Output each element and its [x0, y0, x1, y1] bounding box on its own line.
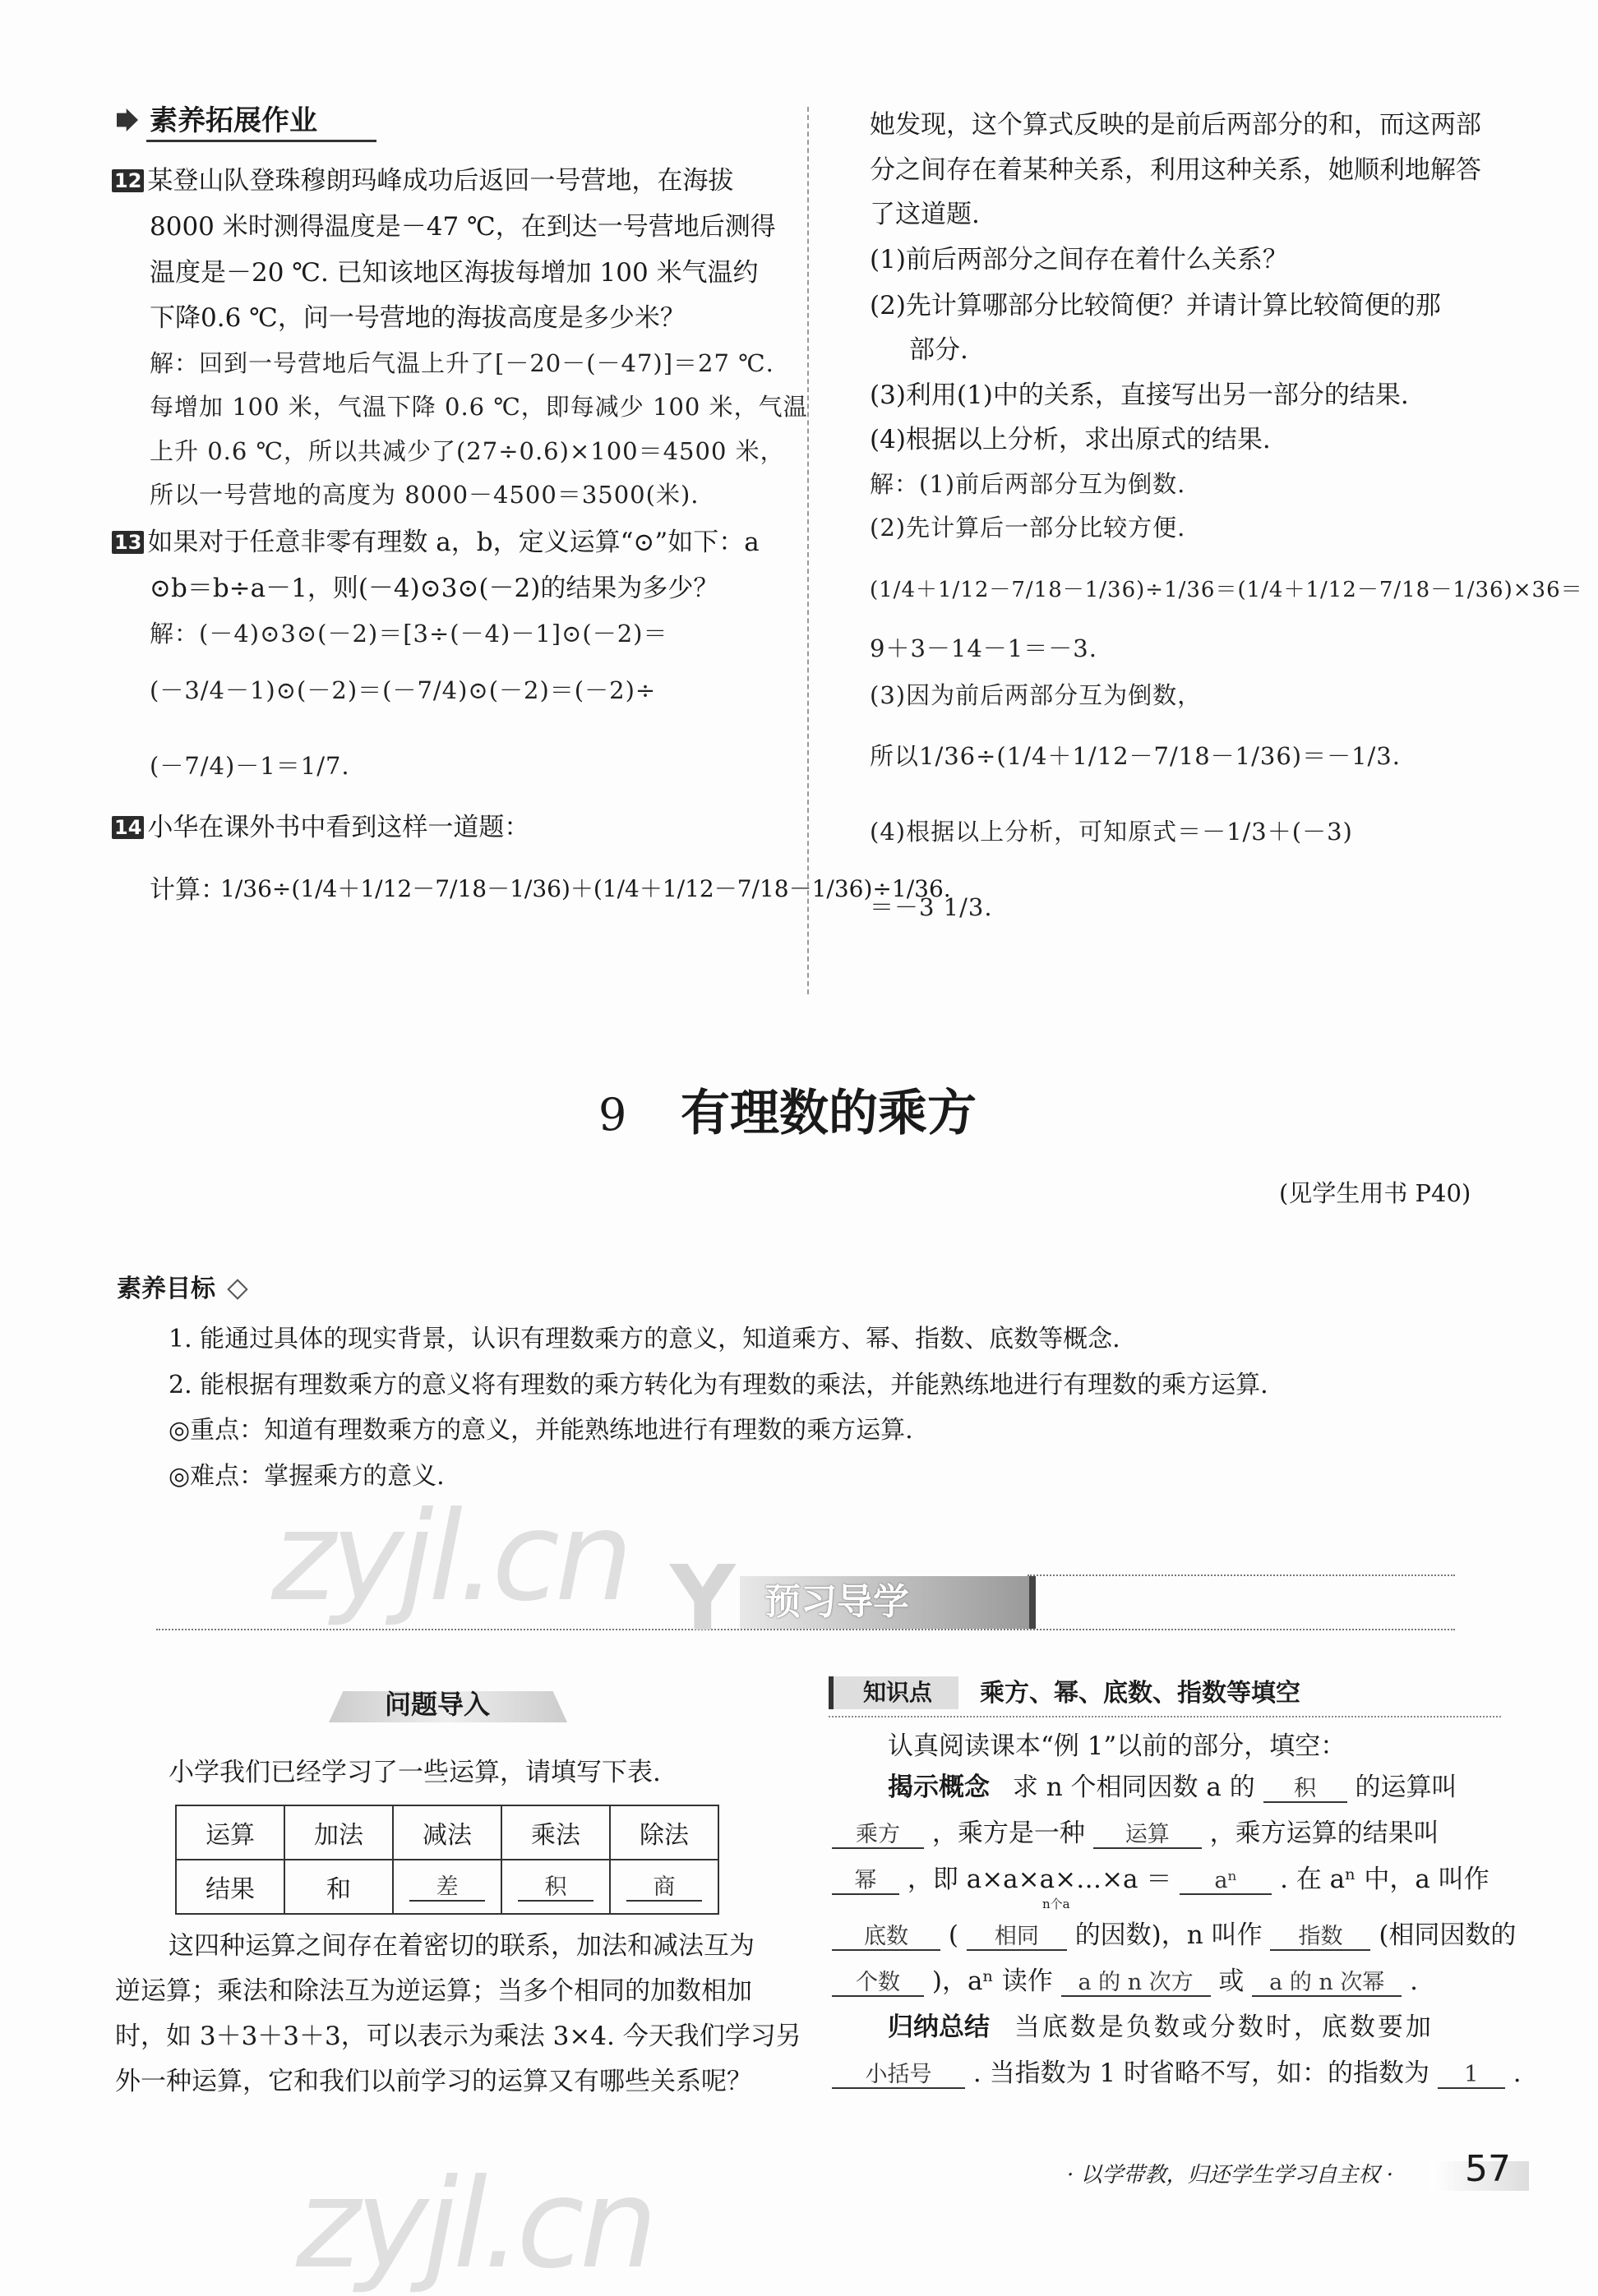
summary-text: . 当指数为 1 时省略不写，如：的指数为: [972, 2059, 1429, 2088]
answer-blank: 差: [409, 1874, 485, 1902]
diamond-icon: [228, 1279, 248, 1299]
intro-paragraph: 外一种运算，它和我们以前学习的运算又有哪些关系呢？: [115, 2067, 752, 2096]
answer-blank: 幂: [832, 1868, 899, 1895]
table-cell: [393, 1860, 501, 1914]
concept-text: ，即 a×a×a×…×a ＝: [907, 1865, 1172, 1894]
answer-blank: 1: [1438, 2062, 1505, 2089]
q13-line: ⊙b＝b÷a－1，则(－4)⊙3⊙(－2)的结果为多少？: [150, 574, 719, 603]
concept-text: 或: [1218, 1966, 1245, 1996]
table-cell: 结果: [176, 1860, 284, 1914]
q12-answer: 所以一号营地的高度为 8000－4500＝3500(米).: [150, 481, 700, 509]
intro-paragraph: 逆运算；乘法和除法互为逆运算；当多个相同的加数相加: [115, 1976, 752, 2006]
goal-item: ◎重点：知道有理数乘方的意义，并能熟练地进行有理数的乘方运算.: [169, 1416, 913, 1445]
answer-blank: 乘方: [832, 1822, 924, 1849]
q12-line: 下降0.6 ℃，问一号营地的海拔高度是多少米？: [150, 303, 686, 333]
banner-rule: [156, 1629, 1455, 1630]
summary-label: 归纳总结: [888, 2012, 990, 2042]
right-answer: (1/4＋1/12－7/18－1/36)÷1/36＝(1/4＋1/12－7/18－1/36)×36＝: [870, 578, 1583, 602]
concept-text: 求 n 个相同因数 a 的: [1012, 1773, 1255, 1802]
concept-text: (相同因数的: [1379, 1920, 1517, 1950]
knowledge-lead: 认真阅读课本“例 1”以前的部分，填空：: [888, 1731, 1346, 1761]
sub-question: (4)根据以上分析，求出原式的结果.: [870, 425, 1271, 454]
answer-blank: 底数: [832, 1924, 940, 1951]
table-row: [176, 1805, 718, 1860]
answer-blank: 指数: [1270, 1924, 1370, 1951]
concept-text: )，aⁿ 读作: [931, 1966, 1053, 1996]
underbrace-label: n个a: [1042, 1897, 1070, 1911]
goal-item: 1. 能通过具体的现实背景，认识有理数乘方的意义，知道乘方、幂、指数、底数等概念.: [169, 1325, 1120, 1353]
q14-expression: 1/36÷(1/4＋1/12－7/18－1/36)＋(1/4＋1/12－7/18－1/36)÷1/36.: [220, 875, 951, 902]
header-title: 素养拓展作业: [150, 104, 317, 137]
q12-number: 12: [112, 169, 144, 192]
right-line: 了这道题.: [870, 200, 980, 229]
sub-question: (2)先计算哪部分比较简便？并请计算比较简便的那: [870, 291, 1441, 320]
watermark: zyjl.cn: [271, 1486, 629, 1629]
section-reference: (见学生用书 P40): [1279, 1179, 1471, 1207]
table-cell: 减法: [393, 1805, 501, 1860]
q13-number: 13: [112, 531, 144, 554]
concept-text: . 在 aⁿ 中，a 叫作: [1280, 1865, 1489, 1894]
banner-title: 预习导学: [764, 1581, 909, 1623]
summary-line: [888, 2012, 1434, 2042]
q13-answer: (－3/4－1)⊙(－2)＝(－7/4)⊙(－2)＝(－2)÷: [150, 676, 657, 704]
section-number: 9: [598, 1089, 627, 1141]
right-answer: 所以1/36÷(1/4＋1/12－7/18－1/36)＝－1/3.: [870, 742, 1401, 770]
sub-question: (3)利用(1)中的关系，直接写出另一部分的结果.: [870, 380, 1409, 410]
concept-text: ，乘方运算的结果叫: [1209, 1819, 1439, 1848]
concept-line: 个数 )，aⁿ 读作 a 的 n 次方 或 a 的 n 次幂 .: [832, 1969, 1418, 1997]
q13-answer: 解：(－4)⊙3⊙(－2)＝[3÷(－4)－1]⊙(－2)＝: [150, 620, 668, 648]
banner-y-icon: Y: [670, 1546, 736, 1651]
intro-heading: 问题导入: [385, 1689, 491, 1720]
concept-line: 底数 ( 相同 的因数)，n 叫作 指数 (相同因数的: [832, 1923, 1516, 1951]
operations-table: [175, 1805, 719, 1915]
right-answer: 9＋3－14－1＝－3.: [870, 634, 1097, 662]
answer-blank: 个数: [832, 1970, 924, 1997]
table-cell: 乘法: [501, 1805, 610, 1860]
right-answer: ＝－3 1/3.: [870, 893, 993, 921]
q13-answer: (－7/4)－1＝1/7.: [150, 752, 350, 780]
table-cell: 和: [284, 1860, 393, 1914]
answer-blank: 商: [626, 1874, 702, 1902]
table-cell: 加法: [284, 1805, 393, 1860]
concept-line: [832, 1867, 1489, 1895]
right-answer: 解：(1)前后两部分互为倒数.: [870, 470, 1186, 498]
page-number: 57: [1465, 2148, 1511, 2190]
concept-text: ，乘方是一种: [931, 1819, 1085, 1848]
sub-question: (1)前后两部分之间存在着什么关系？: [870, 245, 1288, 274]
answer-blank: 积: [518, 1874, 593, 1902]
table-cell: 除法: [610, 1805, 718, 1860]
answer-blank: 相同: [967, 1924, 1067, 1951]
concept-text: 的运算叫: [1355, 1773, 1457, 1802]
column-divider: [807, 107, 809, 994]
arrow-icon: [117, 108, 138, 131]
q12-answer: 每增加 100 米，气温下降 0.6 ℃，即每减少 100 米，气温: [150, 393, 808, 421]
answer-blank: a 的 n 次幂: [1252, 1970, 1402, 1997]
table-cell: [610, 1860, 718, 1914]
concept-line: [888, 1775, 1457, 1803]
watermark: zyjl.cn: [296, 2153, 654, 2296]
q12-answer: 上升 0.6 ℃，所以共减少了(27÷0.6)×100＝4500 米，: [150, 437, 785, 465]
sub-question: 部分.: [909, 335, 968, 365]
goals-heading-text: 素养目标: [117, 1275, 215, 1303]
knowledge-rule: [829, 1716, 1501, 1717]
section-header: [113, 100, 376, 141]
q12-line: 温度是－20 ℃. 已知该地区海拔每增加 100 米气温约: [150, 258, 759, 288]
answer-blank: 小括号: [832, 2062, 965, 2089]
q13-line: 如果对于任意非零有理数 a，b，定义运算“⊙”如下：a: [147, 528, 760, 557]
goal-item: ◎难点：掌握乘方的意义.: [169, 1462, 445, 1491]
intro-paragraph: 这四种运算之间存在着密切的联系，加法和减法互为: [169, 1931, 755, 1961]
goal-item: 2. 能根据有理数乘方的意义将有理数的乘方转化为有理数的乘法，并能熟练地进行有理数的乘方运算.: [169, 1371, 1268, 1399]
q14-intro: 小华在课外书中看到这样一道题：: [147, 813, 530, 842]
answer-blank: aⁿ: [1180, 1868, 1272, 1895]
header-underline: [146, 140, 376, 142]
q12-answer: 解：回到一号营地后气温上升了[－20－(－47)]＝27 ℃.: [150, 349, 774, 377]
right-line: 分之间存在着某种关系，利用这种关系，她顺利地解答: [870, 155, 1481, 185]
right-answer: (3)因为前后两部分互为倒数，: [870, 681, 1203, 709]
concept-line: [832, 1821, 1439, 1849]
summary-line: 小括号 . 当指数为 1 时省略不写，如：的指数为 1 .: [832, 2061, 1522, 2089]
right-answer: (2)先计算后一部分比较方便.: [870, 514, 1186, 542]
goals-heading: [117, 1277, 245, 1302]
q14-number: 14: [112, 816, 144, 839]
concept-label: 揭示概念: [888, 1773, 990, 1802]
table-row: [176, 1860, 718, 1914]
q12-line: 8000 米时测得温度是－47 ℃，在到达一号营地后测得: [150, 212, 776, 242]
q14-calc-label: 计算：: [150, 875, 226, 905]
knowledge-tag: 知识点: [863, 1679, 933, 1706]
summary-text: 当底数是负数或分数时，底数要加: [1014, 2012, 1434, 2042]
intro-paragraph: 时，如 3＋3＋3＋3，可以表示为乘法 3×4. 今天我们学习另: [115, 2022, 801, 2051]
answer-blank: 运算: [1093, 1822, 1202, 1849]
q12-line: 某登山队登珠穆朗玛峰成功后返回一号营地，在海拔: [147, 166, 734, 196]
right-answer: (4)根据以上分析，可知原式＝－1/3＋(－3): [870, 818, 1353, 846]
banner-rule-right: [1028, 1574, 1455, 1576]
footer-slogan: · 以学带教，归还学生学习自主权 ·: [1067, 2163, 1394, 2188]
answer-blank: 积: [1263, 1776, 1347, 1803]
answer-blank: a 的 n 次方: [1061, 1970, 1211, 1997]
section-title: 有理数的乘方: [681, 1085, 977, 1142]
intro-lead: 小学我们已经学习了一些运算，请填写下表.: [169, 1758, 661, 1787]
table-cell: [501, 1860, 610, 1914]
concept-text: 的因数)，n 叫作: [1074, 1920, 1263, 1950]
table-cell: 运算: [176, 1805, 284, 1860]
right-line: 她发现，这个算式反映的是前后两部分的和，而这两部: [870, 110, 1481, 140]
knowledge-title: 乘方、幂、底数、指数等填空: [980, 1679, 1300, 1708]
